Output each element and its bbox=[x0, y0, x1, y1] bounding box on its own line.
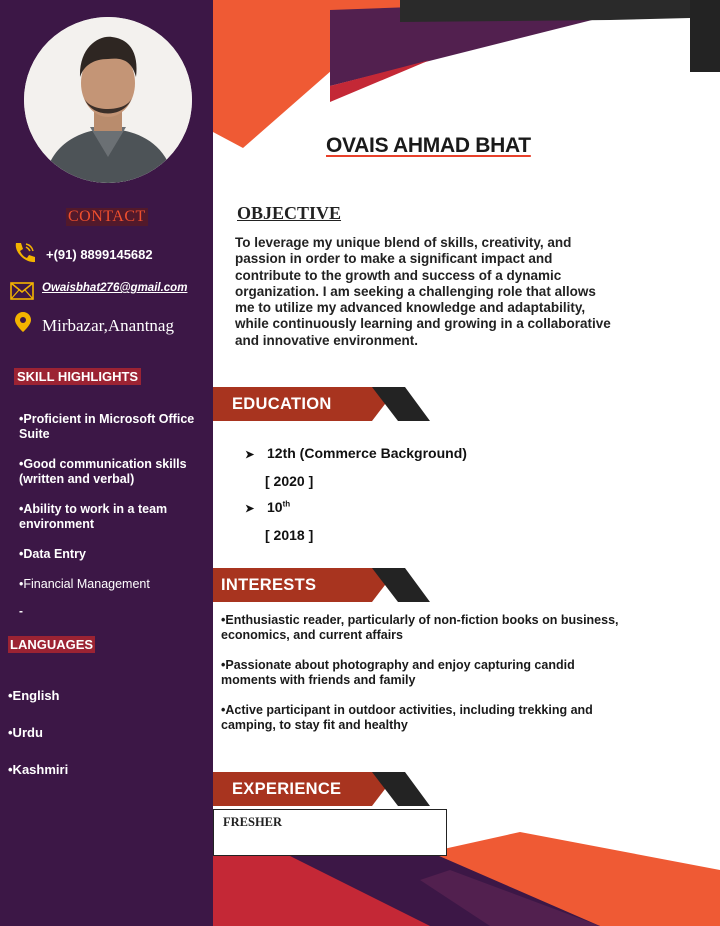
skills-trailing-dash: - bbox=[19, 604, 23, 618]
interest-item: •Enthusiastic reader, particularly of non-fiction books on business, economics, and current affairs bbox=[221, 613, 619, 642]
languages-list bbox=[8, 688, 68, 799]
experience-text: FRESHER bbox=[223, 815, 283, 829]
interest-item: •Passionate about photography and enjoy capturing candid moments with friends and family bbox=[221, 658, 575, 687]
email-icon bbox=[10, 282, 34, 300]
education-heading: EDUCATION bbox=[232, 395, 332, 413]
education-degree-suffix: th bbox=[282, 499, 291, 509]
education-entry bbox=[245, 499, 290, 515]
skills-heading: SKILL HIGHLIGHTS bbox=[14, 368, 141, 385]
phone-number[interactable]: +(91) 8899145682 bbox=[46, 247, 153, 262]
interest-item: •Active participant in outdoor activities, including trekking and camping, to stay fit and healthy bbox=[221, 703, 593, 732]
language-item: •Urdu bbox=[8, 725, 43, 740]
skill-item: •Ability to work in a team environment bbox=[19, 502, 168, 531]
location-text: Mirbazar,Anantnag bbox=[42, 316, 174, 335]
objective-heading: OBJECTIVE bbox=[237, 203, 342, 223]
education-year: [ 2018 ] bbox=[265, 527, 314, 543]
profile-photo-illustration bbox=[24, 17, 192, 183]
skills-list bbox=[19, 412, 207, 607]
objective-text: To leverage my unique blend of skills, creativity, and passion in order to make a significant impact and contribute to the growth and success of a dynamic organization. I am seeking a challenging role that allows me to utilize my advanced knowledge and adaptability, while continuously learning and growing in a collaborative and innovative environment. bbox=[235, 235, 611, 348]
experience-heading: EXPERIENCE bbox=[232, 780, 342, 798]
top-right-dark-tab bbox=[690, 0, 720, 72]
top-dark-shape bbox=[400, 0, 690, 22]
arrow-bullet-icon: ➤ bbox=[245, 503, 255, 515]
phone-icon bbox=[11, 240, 37, 266]
language-item: •English bbox=[8, 688, 60, 703]
skill-item: •Proficient in Microsoft Office Suite bbox=[19, 412, 195, 441]
profile-photo bbox=[24, 17, 192, 183]
interests-heading: INTERESTS bbox=[221, 576, 317, 594]
language-item: •Kashmiri bbox=[8, 762, 69, 777]
skill-item: •Data Entry bbox=[19, 547, 86, 561]
candidate-name: OVAIS AHMAD BHAT bbox=[326, 134, 531, 157]
skill-item: •Financial Management bbox=[19, 577, 150, 591]
interests-list bbox=[221, 613, 621, 748]
email-link[interactable]: Owaisbhat276@gmail.com bbox=[42, 282, 188, 294]
education-entry bbox=[245, 445, 467, 461]
arrow-bullet-icon: ➤ bbox=[245, 449, 255, 461]
contact-heading: CONTACT bbox=[68, 208, 146, 225]
education-degree: 10 bbox=[267, 499, 283, 515]
education-year: [ 2020 ] bbox=[265, 473, 314, 489]
experience-box bbox=[213, 809, 447, 856]
skill-item: •Good communication skills (written and verbal) bbox=[19, 457, 187, 486]
languages-heading: LANGUAGES bbox=[10, 637, 94, 652]
location-pin-icon bbox=[14, 311, 32, 333]
education-degree: 12th (Commerce Background) bbox=[267, 445, 467, 461]
